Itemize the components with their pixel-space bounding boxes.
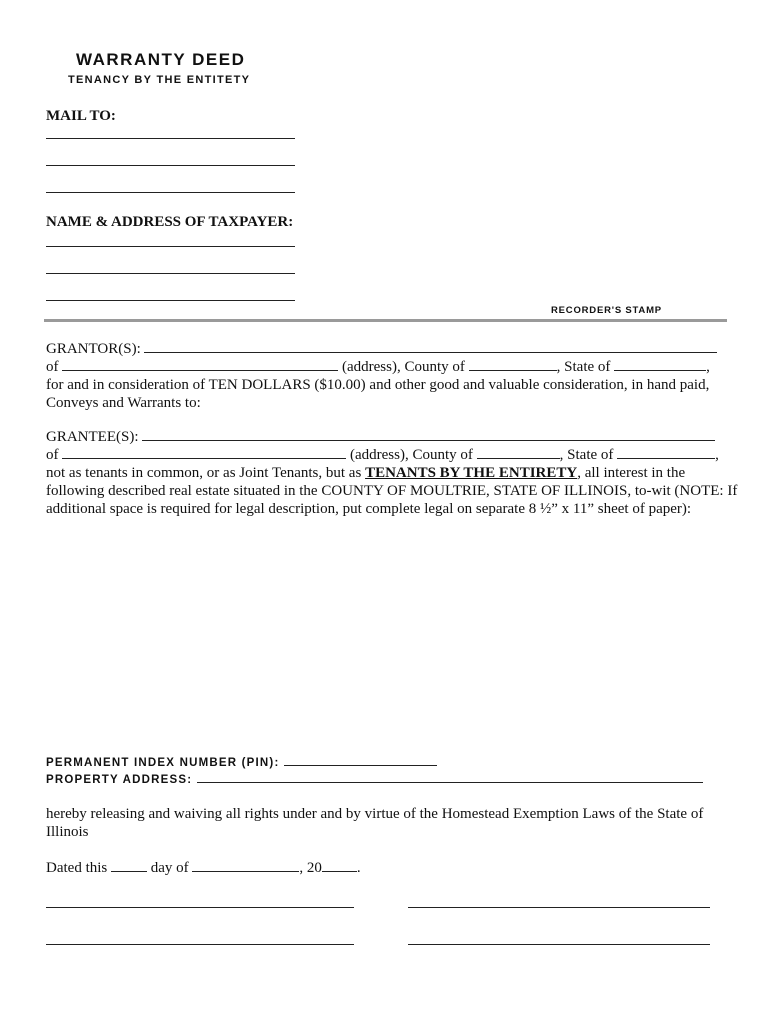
taxpayer-line-2[interactable] — [46, 273, 295, 274]
signature-line-1[interactable] — [46, 907, 354, 908]
tenancy-text-post: , all interest in the — [577, 465, 686, 481]
taxpayer-label: NAME & ADDRESS OF TAXPAYER: — [46, 214, 294, 230]
grantor-county-label: (address), County of — [342, 359, 465, 375]
signature-line-2[interactable] — [408, 907, 710, 908]
grantee-address-row — [46, 446, 719, 464]
property-address-row — [46, 771, 703, 786]
document-title: WARRANTY DEED — [76, 50, 246, 69]
dated-year-field[interactable] — [322, 859, 357, 872]
grantee-state-field[interactable] — [617, 446, 715, 459]
grantee-county-label: (address), County of — [350, 447, 473, 463]
grantee-state-label: , State of — [559, 447, 614, 463]
grantor-state-field[interactable] — [614, 358, 706, 371]
grantor-conveys: Conveys and Warrants to: — [46, 395, 201, 411]
tenancy-emphasis: TENANTS BY THE ENTIRETY — [365, 465, 578, 481]
grantee-label: GRANTEE(S): — [46, 429, 139, 445]
grantor-of-label: of — [46, 359, 59, 375]
grantor-consideration: for and in consideration of TEN DOLLARS ($10.00) and other good and valuable consideration, in hand paid, — [46, 377, 710, 393]
taxpayer-line-3[interactable] — [46, 300, 295, 301]
dated-year-prefix: , 20 — [299, 860, 322, 876]
taxpayer-line-1[interactable] — [46, 246, 295, 247]
property-address-label: PROPERTY ADDRESS: — [46, 774, 193, 786]
grantee-name-field[interactable] — [142, 428, 715, 441]
grantor-address-field[interactable] — [62, 358, 338, 371]
document-subtitle: TENANCY BY THE ENTITETY — [68, 74, 251, 86]
grantor-label: GRANTOR(S): — [46, 341, 141, 357]
homestead-line-1: hereby releasing and waiving all rights under and by virtue of the Homestead Exemption Laws of the State of — [46, 806, 704, 822]
signature-line-4[interactable] — [408, 944, 710, 945]
grantee-legal-line-1: following described real estate situated in the COUNTY OF MOULTRIE, STATE OF ILLINOIS, to-wit (NOTE: If — [46, 483, 738, 499]
grantee-comma: , — [715, 447, 719, 463]
grantor-row — [46, 340, 717, 358]
mail-to-line-3[interactable] — [46, 192, 295, 193]
dated-prefix: Dated this — [46, 860, 108, 876]
pin-field[interactable] — [284, 754, 437, 766]
section-divider — [44, 319, 727, 322]
tenancy-text-pre: not as tenants in common, or as Joint Tenants, but as — [46, 465, 362, 481]
dated-suffix: . — [356, 860, 361, 876]
grantee-tenancy — [46, 464, 685, 482]
pin-row — [46, 754, 437, 769]
grantor-comma: , — [706, 359, 710, 375]
recorders-stamp-label: RECORDER'S STAMP — [551, 305, 662, 316]
property-address-field[interactable] — [197, 771, 703, 783]
dated-row — [46, 859, 361, 877]
mail-to-label: MAIL TO: — [46, 108, 116, 124]
pin-label: PERMANENT INDEX NUMBER (PIN): — [46, 757, 280, 769]
dated-day-of: day of — [150, 860, 189, 876]
grantor-name-field[interactable] — [144, 340, 717, 353]
grantee-legal-line-2: additional space is required for legal description, put complete legal on separate 8 ½” x 11” sheet of paper): — [46, 501, 692, 517]
grantor-state-label: , State of — [556, 359, 611, 375]
grantee-of-label: of — [46, 447, 59, 463]
dated-month-field[interactable] — [192, 859, 299, 872]
grantor-county-field[interactable] — [469, 358, 557, 371]
grantee-address-field[interactable] — [62, 446, 346, 459]
mail-to-line-2[interactable] — [46, 165, 295, 166]
mail-to-line-1[interactable] — [46, 138, 295, 139]
signature-line-3[interactable] — [46, 944, 354, 945]
grantee-county-field[interactable] — [477, 446, 560, 459]
dated-day-field[interactable] — [111, 859, 147, 872]
grantor-address-row — [46, 358, 710, 376]
grantee-row — [46, 428, 715, 446]
homestead-line-2: Illinois — [46, 824, 89, 840]
